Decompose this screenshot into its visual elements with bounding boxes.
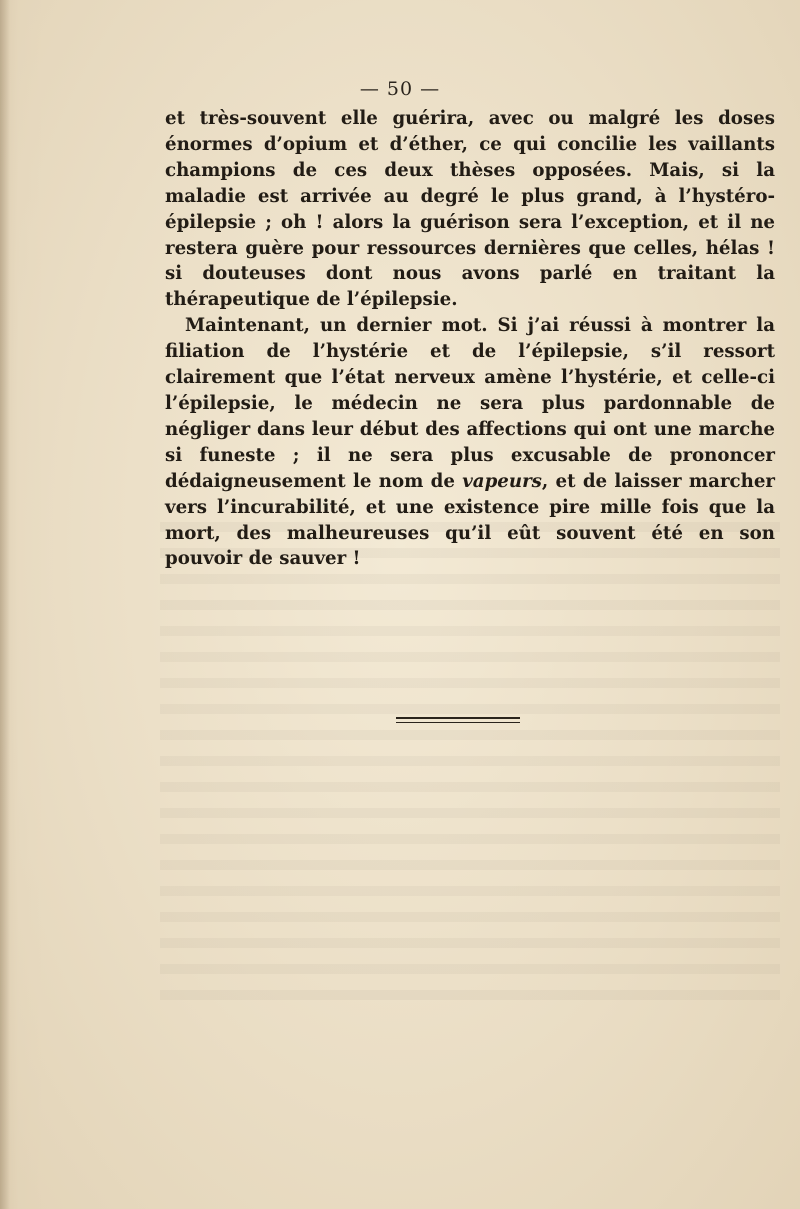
separator-rule-thick [396, 717, 520, 719]
page-number: — 50 — [359, 78, 441, 100]
binding-edge [0, 0, 10, 1209]
section-separator [396, 717, 520, 727]
body-text [165, 106, 775, 572]
emphasized-word: vapeurs [462, 470, 542, 492]
paragraph-2-part-1: Maintenant, un dernier mot. Si j’ai réussi à montrer la filiation de l’hystérie et de l’épilepsie, s’il ressort clairement que l’état nerveux amène l’hystérie, et celle-ci l’épilepsie, le médecin ne sera plus pardonnable de négliger dans leur début des affections qui ont une marche si funeste ; il ne sera plus excusable de prononcer dédaigneusement le nom de [165, 315, 775, 492]
separator-rule-thin [396, 722, 520, 723]
paragraph-2-part-2: , et de laisser marcher vers l’incurabilité, et une existence pire mille fois que la mort, des malheureuses qu’il eût souvent été en son pouvoir de sauver ! [165, 470, 775, 570]
paragraph-2 [165, 313, 775, 572]
paragraph-1: et très-souvent elle guérira, avec ou malgré les doses énormes d’opium et d’éther, ce qui concilie les vaillants champions de ces deux thèses opposées. Mais, si la maladie est arrivée au degré le plus grand, à l’hystéro-épilepsie ; oh ! alors la guérison sera l’exception, et il ne restera guère pour ressources dernières que celles, hélas ! si douteuses dont nous avons parlé en traitant la thérapeutique de l’épilepsie. [165, 108, 775, 311]
bleed-through-texture [160, 520, 780, 1000]
